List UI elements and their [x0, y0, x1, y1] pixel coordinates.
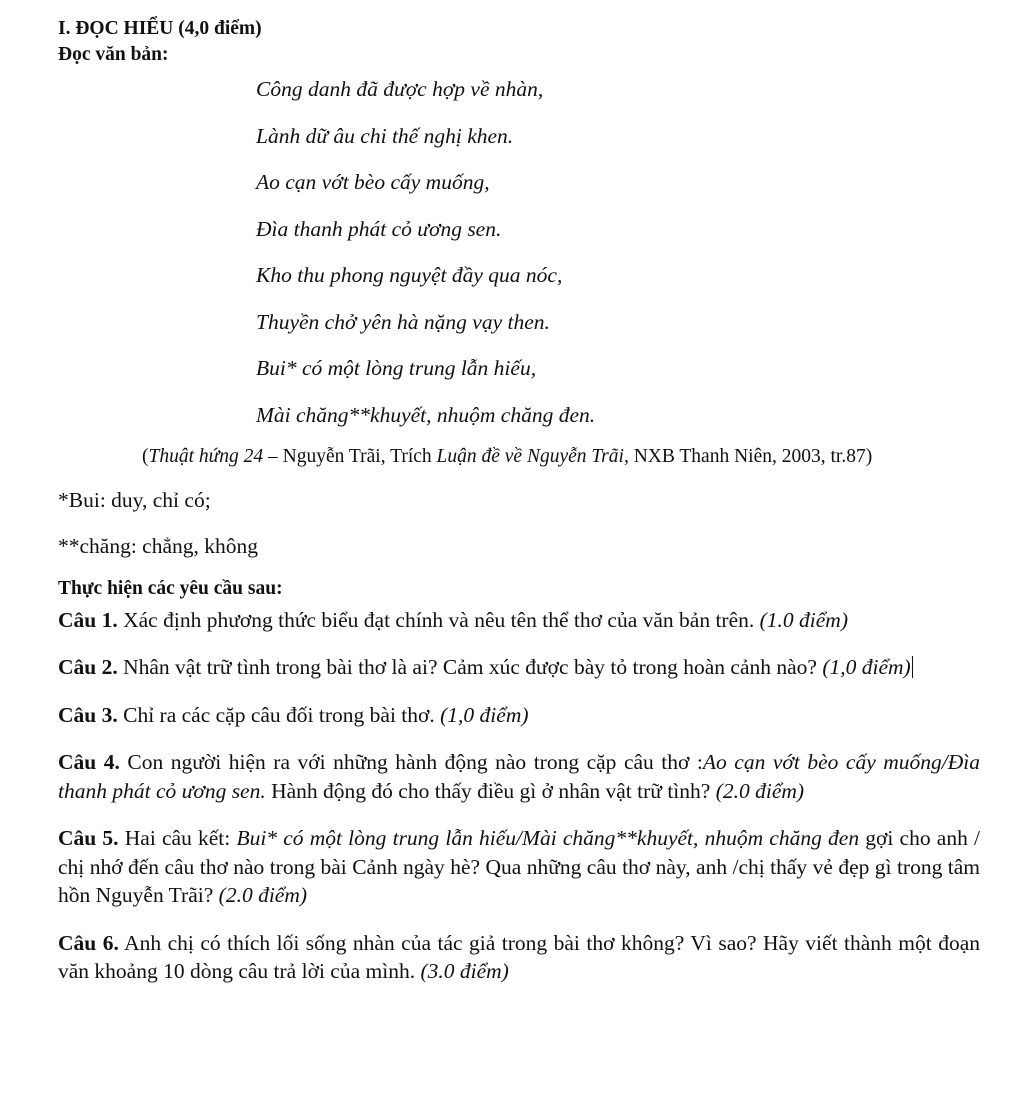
question-6	[58, 929, 980, 986]
poem-line: Lành dữ âu chi thế nghị khen.	[256, 123, 514, 148]
question-text: Chỉ ra các cặp câu đối trong bài thơ.	[117, 702, 441, 727]
source-tail: , NXB Thanh Niên, 2003, tr.87)	[623, 445, 873, 467]
question-quote: Bui* có một lòng trung lẫn hiếu/Mài chăng**khuyết, nhuộm chăng đen	[236, 826, 860, 850]
poem-line: Công danh đã được hợp về nhàn,	[256, 77, 544, 101]
question-text-continued: gợi cho anh / chị nhớ đến câu thơ nào trong bài Cảnh ngày hè? Qua những câu thơ này, anh /chị thấy vẻ đẹp gì trong tâm hồn Nguyễn Trãi?	[58, 826, 980, 907]
poem-source	[142, 444, 980, 470]
question-score: (1.0 điểm)	[759, 607, 848, 632]
task-heading: Thực hiện các yêu cầu sau:	[58, 577, 283, 599]
question-label: Câu 3.	[58, 702, 118, 727]
question-label: Câu 4.	[58, 750, 120, 774]
question-score: (1,0 điểm)	[822, 655, 911, 679]
poem-line: Kho thu phong nguyệt đầy qua nóc,	[256, 263, 563, 287]
section-title: I. ĐỌC HIỂU (4,0 điểm)	[58, 18, 262, 39]
question-text: Hai câu kết:	[118, 826, 237, 850]
read-label: Đọc văn bản:	[58, 44, 169, 65]
question-label: Câu 5.	[58, 826, 119, 850]
poem-line: Mài chăng**khuyết, nhuộm chăng đen.	[256, 402, 596, 427]
question-text: Nhân vật trữ tình trong bài thơ là ai? Cảm xúc được bày tỏ trong hoàn cảnh nào?	[117, 655, 823, 679]
source-poem-title: Thuật hứng 24	[148, 445, 264, 467]
poem-line: Ao cạn vớt bèo cấy muống,	[256, 170, 490, 194]
question-3	[58, 701, 980, 730]
question-list	[58, 606, 980, 986]
question-score: (1,0 điểm)	[440, 702, 529, 727]
source-book-title: Luận đề về Nguyễn Trãi	[436, 445, 624, 467]
poem-line: Bui* có một lòng trung lẫn hiếu,	[256, 356, 537, 380]
source-mid: – Nguyễn Trãi, Trích	[263, 445, 437, 467]
question-text: Con người hiện ra với những hành động nào trong cặp câu thơ :	[119, 750, 703, 774]
footnote-bui: *Bui: duy, chỉ có;	[58, 487, 211, 512]
question-text-continued: Hành động đó cho thấy điều gì ở nhân vật trữ tình?	[265, 778, 716, 803]
question-label: Câu 1.	[58, 607, 118, 632]
question-quote: Ao cạn vớt bèo cấy muống/Đìa thanh phát cỏ ương sen.	[58, 750, 981, 803]
document-page	[58, 16, 980, 1005]
question-text: Anh chị có thích lối sống nhàn của tác giả trong bài thơ không? Vì sao? Hãy viết thành một đoạn văn khoảng 10 dòng câu trả lời của mình.	[58, 930, 980, 983]
question-label: Câu 6.	[58, 930, 119, 955]
question-label: Câu 2.	[58, 655, 118, 679]
question-score: (3.0 điểm)	[420, 959, 509, 983]
source-open: (	[142, 445, 149, 467]
text-cursor	[912, 656, 914, 678]
question-score: (2.0 điểm)	[218, 883, 308, 907]
poem	[256, 76, 980, 428]
question-score: (2.0 điểm)	[715, 778, 805, 803]
question-1	[58, 606, 980, 635]
question-2	[58, 653, 980, 682]
poem-line: Đìa thanh phát cỏ ương sen.	[256, 216, 502, 241]
poem-line: Thuyền chở yên hà nặng vạy then.	[256, 309, 550, 334]
question-5	[58, 824, 980, 910]
question-4	[58, 748, 980, 805]
question-text: Xác định phương thức biểu đạt chính và nêu tên thể thơ của văn bản trên.	[117, 607, 760, 632]
footnote-chang: **chăng: chẳng, không	[58, 533, 259, 558]
